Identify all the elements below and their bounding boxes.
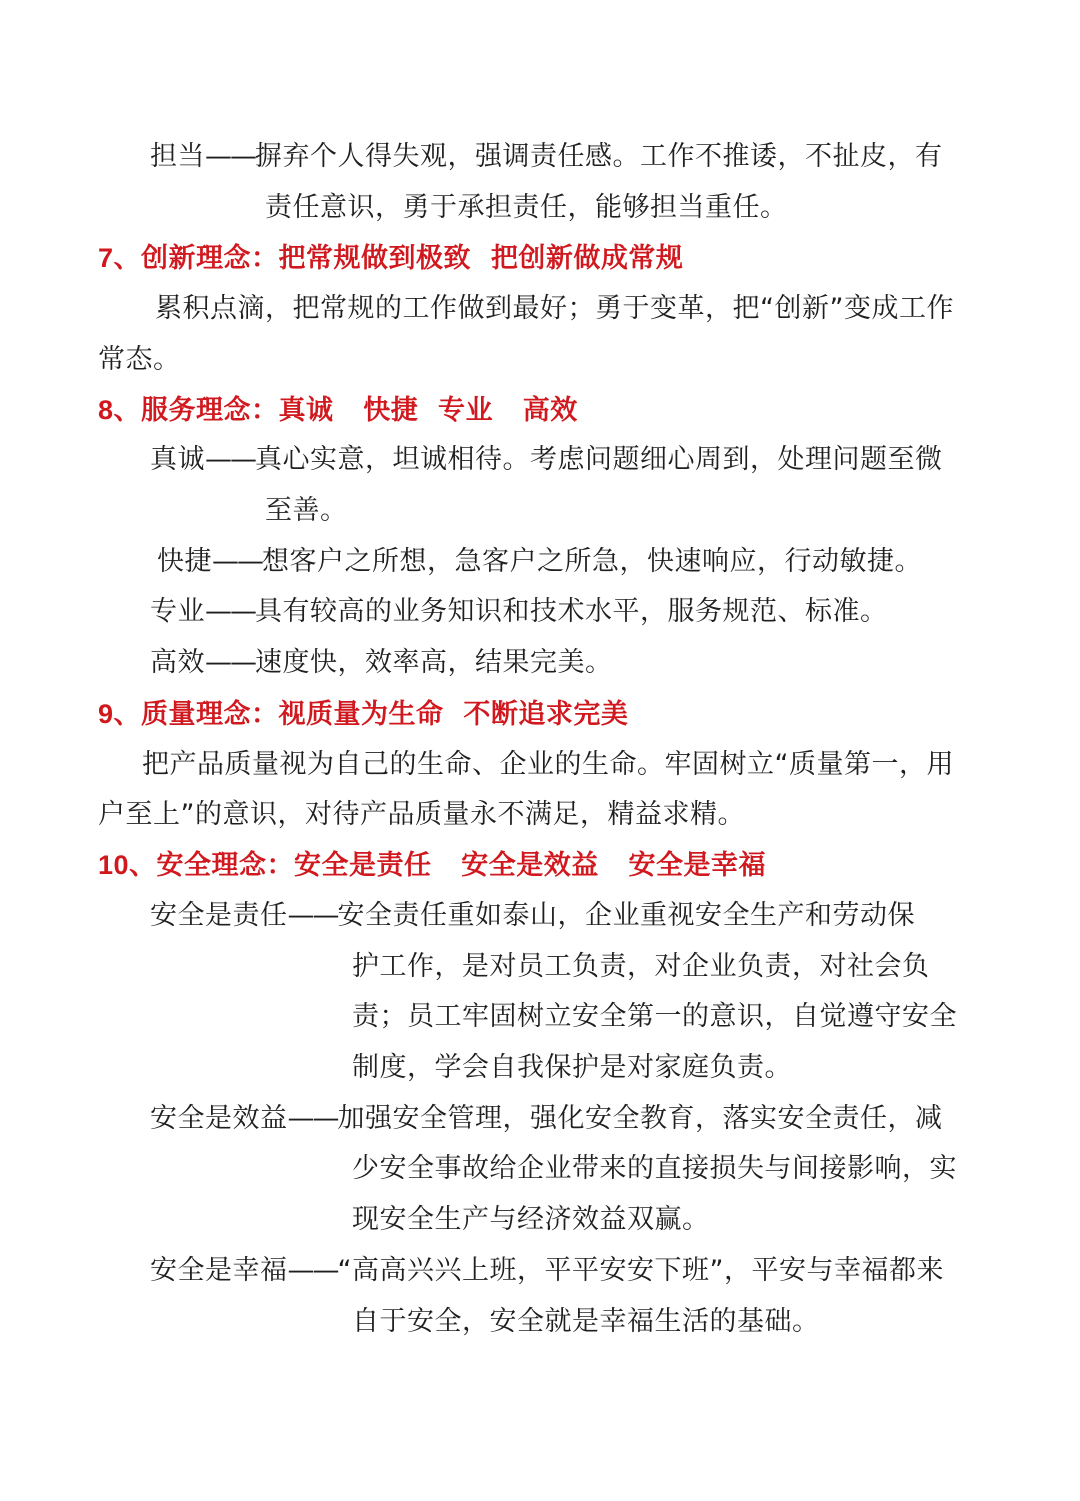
heading-text: 创新理念：把常规做到极致 把创新做成常规 — [141, 243, 684, 274]
item-desc-line2: 护工作，是对员工负责，对企业负责，对社会负 — [352, 951, 930, 982]
item-term: 真诚 — [150, 444, 205, 475]
item-dash: —— — [287, 1103, 338, 1134]
paragraph-line: 累积点滴，把常规的工作做到最好；勇于变革，把“创新”变成工作 — [155, 293, 954, 324]
item-term: 安全是责任 — [150, 900, 288, 931]
heading-number: 10、 — [98, 850, 157, 880]
item-desc-line1: 速度快，效率高，结果完美。 — [255, 647, 613, 678]
item-desc-line3: 责；员工牢固树立安全第一的意识，自觉遵守安全 — [352, 1001, 957, 1032]
paragraph-line: 把产品质量视为自己的生命、企业的生命。牢固树立“质量第一，用 — [142, 749, 954, 780]
section-heading-10 — [98, 847, 766, 884]
item-desc-line2: 至善。 — [265, 495, 348, 526]
item-desc-line1: “高高兴兴上班，平平安安下班”，平安与幸福都来 — [337, 1255, 944, 1286]
item-dash: —— — [287, 900, 338, 931]
item-desc-line1: 加强安全管理，强化安全教育，落实安全责任，减 — [337, 1103, 943, 1134]
item-desc-line1: 真心实意，坦诚相待。考虑问题细心周到，处理问题至微 — [255, 444, 943, 475]
heading-text: 质量理念：视质量为生命 不断追求完美 — [141, 699, 629, 730]
item-dash: —— — [287, 1255, 338, 1286]
heading-number: 8、 — [98, 395, 142, 425]
value-item-kuaijie — [157, 544, 922, 580]
item-term: 高效 — [150, 647, 205, 678]
section-heading-7 — [98, 240, 683, 277]
heading-text: 服务理念：真诚 快捷 专业 高效 — [141, 395, 578, 426]
section-heading-9 — [98, 696, 628, 733]
item-dash: —— — [205, 141, 255, 172]
item-term: 专业 — [150, 596, 205, 627]
heading-number: 9、 — [98, 699, 142, 729]
item-desc-line2: 自于安全，安全就是幸福生活的基础。 — [352, 1306, 820, 1337]
item-desc-line1: 安全责任重如泰山，企业重视安全生产和劳动保 — [337, 900, 915, 931]
value-item-zhencheng — [150, 442, 943, 478]
item-desc-line4: 制度，学会自我保护是对家庭负责。 — [352, 1052, 792, 1083]
value-item-gaoxiao — [150, 645, 613, 681]
value-item-zhuanye — [150, 594, 888, 630]
item-term: 快捷 — [157, 546, 212, 577]
paragraph-line: 户至上”的意识，对待产品质量永不满足，精益求精。 — [98, 799, 745, 830]
item-desc-line1: 摒弃个人得失观，强调责任感。工作不推诿，不扯皮，有 — [255, 141, 943, 172]
heading-text: 安全理念：安全是责任 安全是效益 安全是幸福 — [156, 850, 766, 881]
item-dash: —— — [205, 647, 255, 678]
item-term: 担当 — [150, 141, 205, 172]
item-dash: —— — [212, 546, 262, 577]
value-item-safety-responsibility — [150, 898, 915, 934]
paragraph-line: 常态。 — [98, 344, 181, 375]
item-desc-line1: 具有较高的业务知识和技术水平，服务规范、标准。 — [255, 596, 888, 627]
value-item-safety-benefit — [150, 1101, 943, 1137]
item-desc-line1: 想客户之所想，急客户之所急，快速响应，行动敏捷。 — [262, 546, 922, 577]
item-desc-line3: 现安全生产与经济效益双赢。 — [352, 1204, 710, 1235]
item-desc-line2: 责任意识，勇于承担责任，能够担当重任。 — [265, 192, 788, 223]
item-dash: —— — [205, 596, 255, 627]
item-dash: —— — [205, 444, 255, 475]
value-item-safety-happiness — [150, 1253, 944, 1289]
item-term: 安全是效益 — [150, 1103, 288, 1134]
heading-number: 7、 — [98, 243, 142, 273]
value-item-dandang — [150, 139, 943, 175]
section-heading-8 — [98, 392, 578, 429]
item-desc-line2: 少安全事故给企业带来的直接损失与间接影响，实 — [352, 1153, 957, 1184]
item-term: 安全是幸福 — [150, 1255, 288, 1286]
